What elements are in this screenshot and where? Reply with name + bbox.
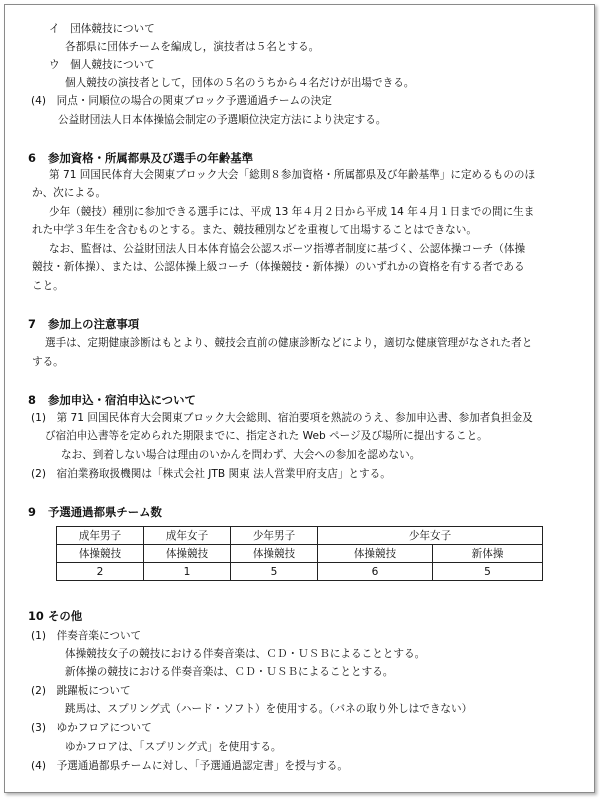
section-10-line: (3) ゆかフロアについて [31,722,152,734]
section-10-line: 体操競技女子の競技における伴奏音楽は、ＣＤ・ＵＳＢによることとする。 [65,648,426,660]
section-10-line: (1) 伴奏音楽について [31,630,142,642]
section-6-line: 少年（競技）種別に参加できる選手には、平成 13 年４月２日から平成 14 年４月１日までの間に生ま [49,206,535,218]
section-10-number: 10 [28,609,44,623]
section-8-title: 参加申込・宿泊申込について [48,393,196,407]
section-6-line: れた中学３年生を含むものとする。また、競技種別などを重複して出場することはできない。 [32,224,477,236]
item-u-body: 個人競技の演技者として，団体の５名のうちから４名だけが出場できる。 [65,77,415,89]
section-9-title: 予選通過都県チーム数 [48,505,162,519]
subheader-cell: 体操競技 [144,545,231,563]
value-cell: 5 [433,563,543,581]
subheader-cell: 体操競技 [318,545,433,563]
item-u-title: ウ 個人競技について [49,59,155,71]
section-8-heading [28,393,196,407]
item-4-body: 公益財団法人日本体操協会制定の予選順位決定方法により決定する。 [58,114,387,126]
section-10-line: 跳馬は、スプリング式（ハード・ソフト）を使用する。（バネの取り外しはできない） [65,703,473,715]
section-10-line: (4) 予選通過都県チームに対し、「予選通過認定書」を授与する。 [31,760,348,772]
section-6-line: 第 71 回国民体育大会関東ブロック大会「総則８参加資格・所属都県及び年齢基準」に定めるもののほ [49,169,536,181]
section-8-line: び宿泊申込書等を定められた期限までに、指定された Web ページ及び場所に提出すること。 [45,430,488,442]
section-7-line: する。 [32,356,64,368]
header-youth-men: 少年男子 [231,527,318,545]
item-i-body: 各都県に団体チームを編成し，演技者は５名とする。 [65,41,320,53]
table-subheader-row [57,545,543,563]
subheader-cell: 体操競技 [231,545,318,563]
section-8-line: (1) 第 71 回国民体育大会関東ブロック大会総則、宿泊要項を熟読のうえ、参加申込書、参加者負担金及 [31,412,533,424]
table-header-row [57,527,543,545]
header-adult-women: 成年女子 [144,527,231,545]
section-7-title: 参加上の注意事項 [48,317,140,331]
section-10-title: その他 [48,609,83,623]
section-7-line: 選手は、定期健康診断はもとより、競技会直前の健康診断などにより，適切な健康管理がなされた者と [45,337,533,349]
subheader-cell: 新体操 [433,545,543,563]
value-cell: 5 [231,563,318,581]
section-8-line: (2) 宿泊業務取扱機関は「株式会社 JTB 関東 法人営業甲府支店」とする。 [31,468,391,480]
section-7-number: 7 [28,317,36,331]
subheader-cell: 体操競技 [57,545,144,563]
section-6-line: なお、監督は、公益財団法人日本体育協会公認スポーツ指導者制度に基づく、公認体操コーチ（体操 [49,243,526,255]
value-cell: 2 [57,563,144,581]
section-6-heading [28,151,253,165]
table-value-row [57,563,543,581]
section-6-title: 参加資格・所属都県及び選手の年齢基準 [48,151,254,165]
section-6-line: 競技・新体操）、または、公認体操上級コーチ（体操競技・新体操）のいずれかの資格を有する者である [32,261,525,273]
section-9-heading [28,505,162,519]
section-9-number: 9 [28,505,36,519]
section-7-heading [28,317,139,331]
section-6-line: こと。 [32,280,64,292]
section-6-number: 6 [28,151,36,165]
section-10-line: ゆかフロアは、「スプリング式」を使用する。 [65,741,282,753]
section-10-line: 新体操の競技における伴奏音楽は、ＣＤ・ＵＳＢによることとする。 [65,666,394,678]
value-cell: 6 [318,563,433,581]
item-i-title: イ 団体競技について [49,23,155,35]
section-8-number: 8 [28,393,36,407]
section-10-line: (2) 跳躍板について [31,685,131,697]
item-4-title: (4) 同点・同順位の場合の関東ブロック予選通過チームの決定 [31,95,332,107]
section-10-heading [28,609,82,623]
section-8-line: なお、到着しない場合は理由のいかんを問わず、大会への参加を認めない。 [61,449,421,461]
value-cell: 1 [144,563,231,581]
team-count-table [56,526,543,581]
header-adult-men: 成年男子 [57,527,144,545]
section-6-line: か、次による。 [32,187,107,199]
header-youth-women: 少年女子 [318,527,543,545]
